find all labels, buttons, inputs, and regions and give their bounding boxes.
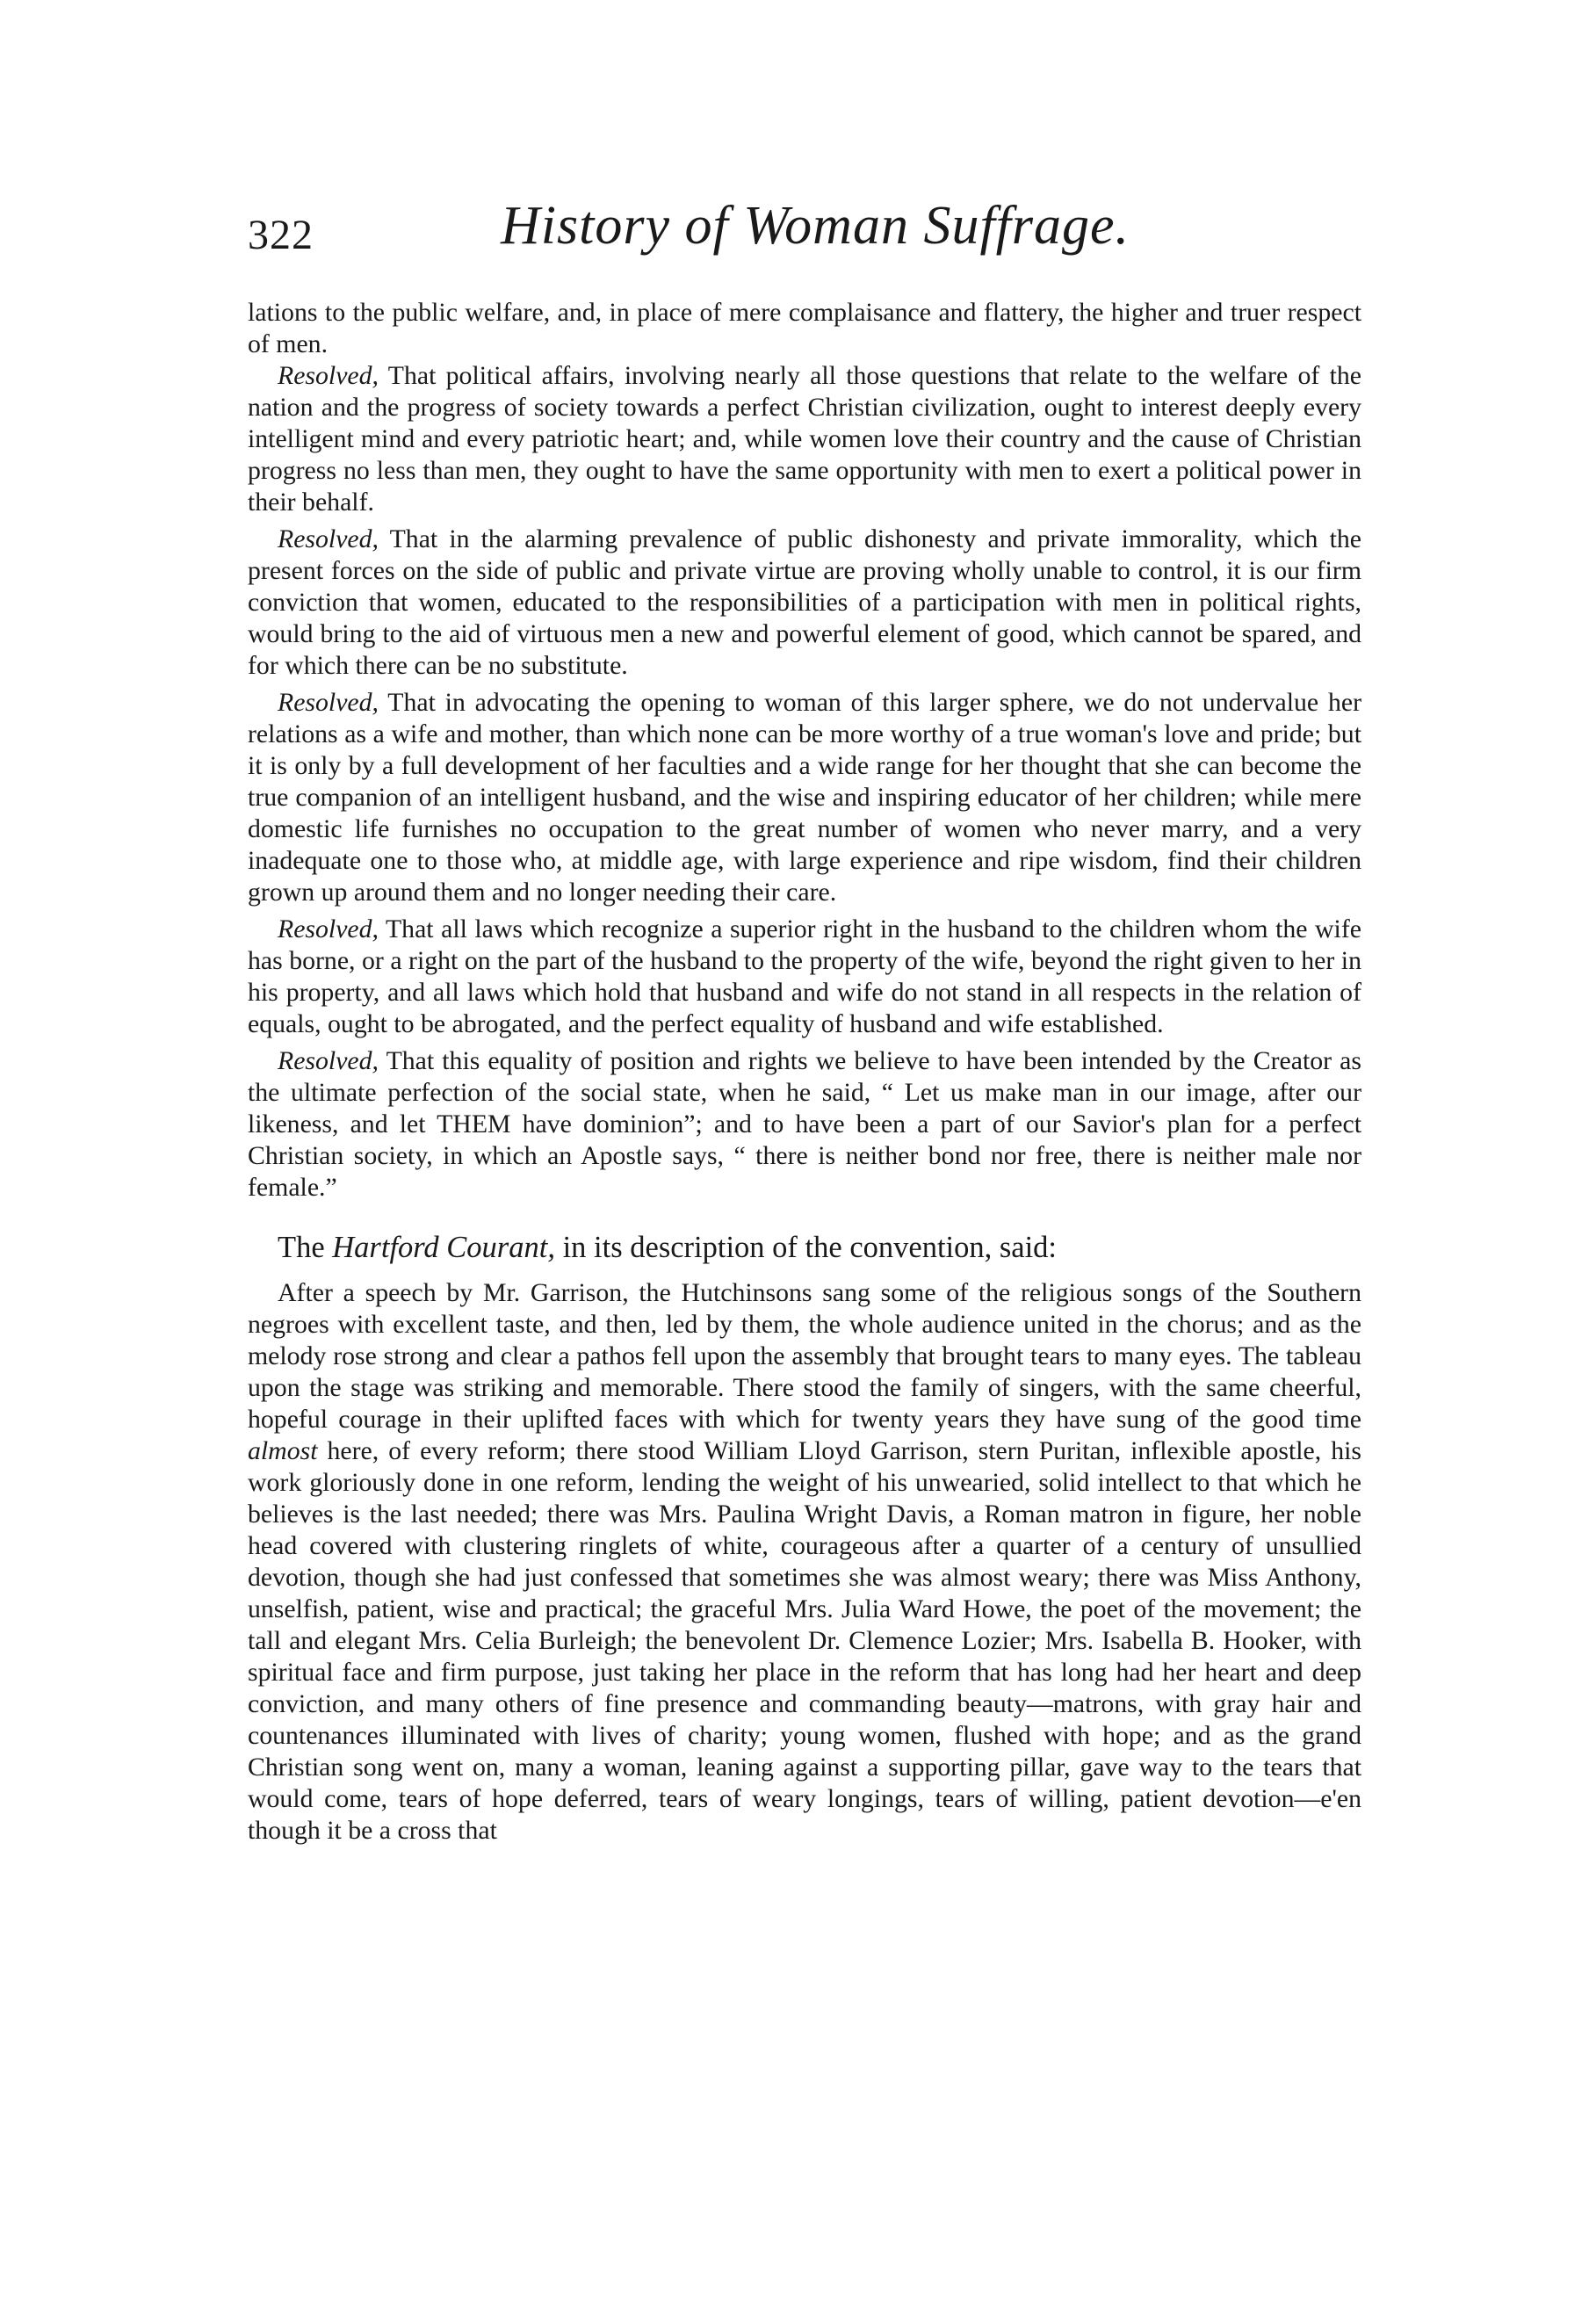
- resolution-text: That political affairs, involving nearly all those questions that relate to the welfare of the nation and the progress of society towards a perfect Christian civilization, ought to interest deeply every intelligent mind and every patriotic heart; and, while women love their country and the cause of Christian progress no less than men, they ought to have the same opportunity with men to exert a political power in their behalf.: [248, 361, 1361, 517]
- resolution-paragraph: [248, 687, 1361, 908]
- resolved-label: Resolved,: [278, 914, 379, 943]
- resolution-paragraph: [248, 1045, 1361, 1204]
- resolution-paragraph: [248, 360, 1361, 518]
- body-text: [248, 297, 1361, 1847]
- extract-paragraph: [248, 1277, 1361, 1847]
- page-number: 322: [248, 212, 314, 258]
- running-title: History of Woman Suffrage.: [501, 196, 1130, 256]
- page-header: [248, 195, 1361, 265]
- resolutions-block: [248, 297, 1361, 1204]
- extract-text-2: here, of every reform; there stood William Lloyd Garrison, stern Puritan, inflexible apostle, his work gloriously done in one reform, lending the weight of his unwearied, solid intellect to that which he believes is the last needed; there was Mrs. Paulina Wright Davis, a Roman matron in figure, her noble head covered with clustering ringlets of white, courageous after a quarter of a century of unsullied devotion, though she had just confessed that sometimes she was almost weary; there was Miss Anthony, unselfish, patient, wise and practical; the graceful Mrs. Julia Ward Howe, the poet of the movement; the tall and elegant Mrs. Celia Burleigh; the benevolent Dr. Clemence Lozier; Mrs. Isabella B. Hooker, with spiritual face and firm purpose, just taking her place in the reform that has long had her heart and deep conviction, and many others of fine presence and commanding beauty—matrons, with gray hair and countenances illuminated with lives of charity; young women, flushed with hope; and as the grand Christian song went on, many a woman, leaning against a supporting pillar, gave way to the tears that would come, tears of hope deferred, tears of weary longings, tears of willing, patient devotion—e'en though it be a cross that: [248, 1436, 1362, 1845]
- resolution-paragraph: [248, 914, 1361, 1040]
- courant-intro: [248, 1228, 1361, 1267]
- intro-after: in its description of the convention, said:: [562, 1231, 1058, 1264]
- resolution-text: That all laws which recognize a superior right in the husband to the children whom the wife has borne, or a right on the part of the husband to the property of the wife, beyond the right given to her in his property, and all laws which hold that husband and wife do not stand in all respects in the relation of equals, ought to be abrogated, and the perfect equality of husband and wife established.: [248, 914, 1361, 1038]
- courant-extract: [248, 1277, 1361, 1847]
- resolution-paragraph: [248, 524, 1361, 682]
- newspaper-name: Hartford Courant,: [332, 1231, 555, 1264]
- resolved-label: Resolved,: [278, 524, 379, 553]
- resolution-text: That in the alarming prevalence of public dishonesty and private immorality, which the present forces on the side of public and private virtue are proving wholly unable to control, it is our firm conviction that women, educated to the responsibilities of a participation with men in political rights, would bring to the aid of virtuous men a new and powerful element of good, which cannot be spared, and for which there can be no substitute.: [248, 524, 1361, 680]
- resolution-text: That in advocating the opening to woman of this larger sphere, we do not undervalue her relations as a wife and mother, than which none can be more worthy of a true woman's love and pride; but it is only by a full development of her faculties and a wide range for her thought that she can become the true companion of an intelligent husband, and the wise and inspiring educator of her children; while mere domestic life furnishes no occupation to the great number of women who never marry, and a very inadequate one to those who, at middle age, with large experience and ripe wisdom, find their children grown up around them and no longer needing their care.: [248, 688, 1361, 907]
- extract-text-1: After a speech by Mr. Garrison, the Hutchinsons sang some of the religious songs of the Southern negroes with excellent taste, and then, led by them, the whole audience united in the chorus; and as the melody rose strong and clear a pathos fell upon the assembly that brought tears to many eyes. The tableau upon the stage was striking and memorable. There stood the family of singers, with the same cheerful, hopeful courage in their uplifted faces with which for twenty years they have sung of the good time: [248, 1278, 1361, 1434]
- continued-paragraph: lations to the public welfare, and, in place of mere complaisance and flattery, the higher and truer respect of men.: [248, 298, 1361, 358]
- resolved-label: Resolved,: [278, 361, 379, 390]
- resolved-label: Resolved,: [278, 1046, 379, 1075]
- intro-before: The: [278, 1231, 325, 1264]
- resolution-text: That this equality of position and rights we believe to have been intended by the Creator as the ultimate perfection of the social state, when he said, “ Let us make man in our image, after our likeness, and let THEM have dominion”; and to have been a part of our Savior's plan for a perfect Christian society, in which an Apostle says, “ there is neither bond nor free, there is neither male nor female.”: [248, 1046, 1361, 1202]
- extract-emphasis: almost: [248, 1436, 318, 1465]
- resolved-label: Resolved,: [278, 688, 379, 717]
